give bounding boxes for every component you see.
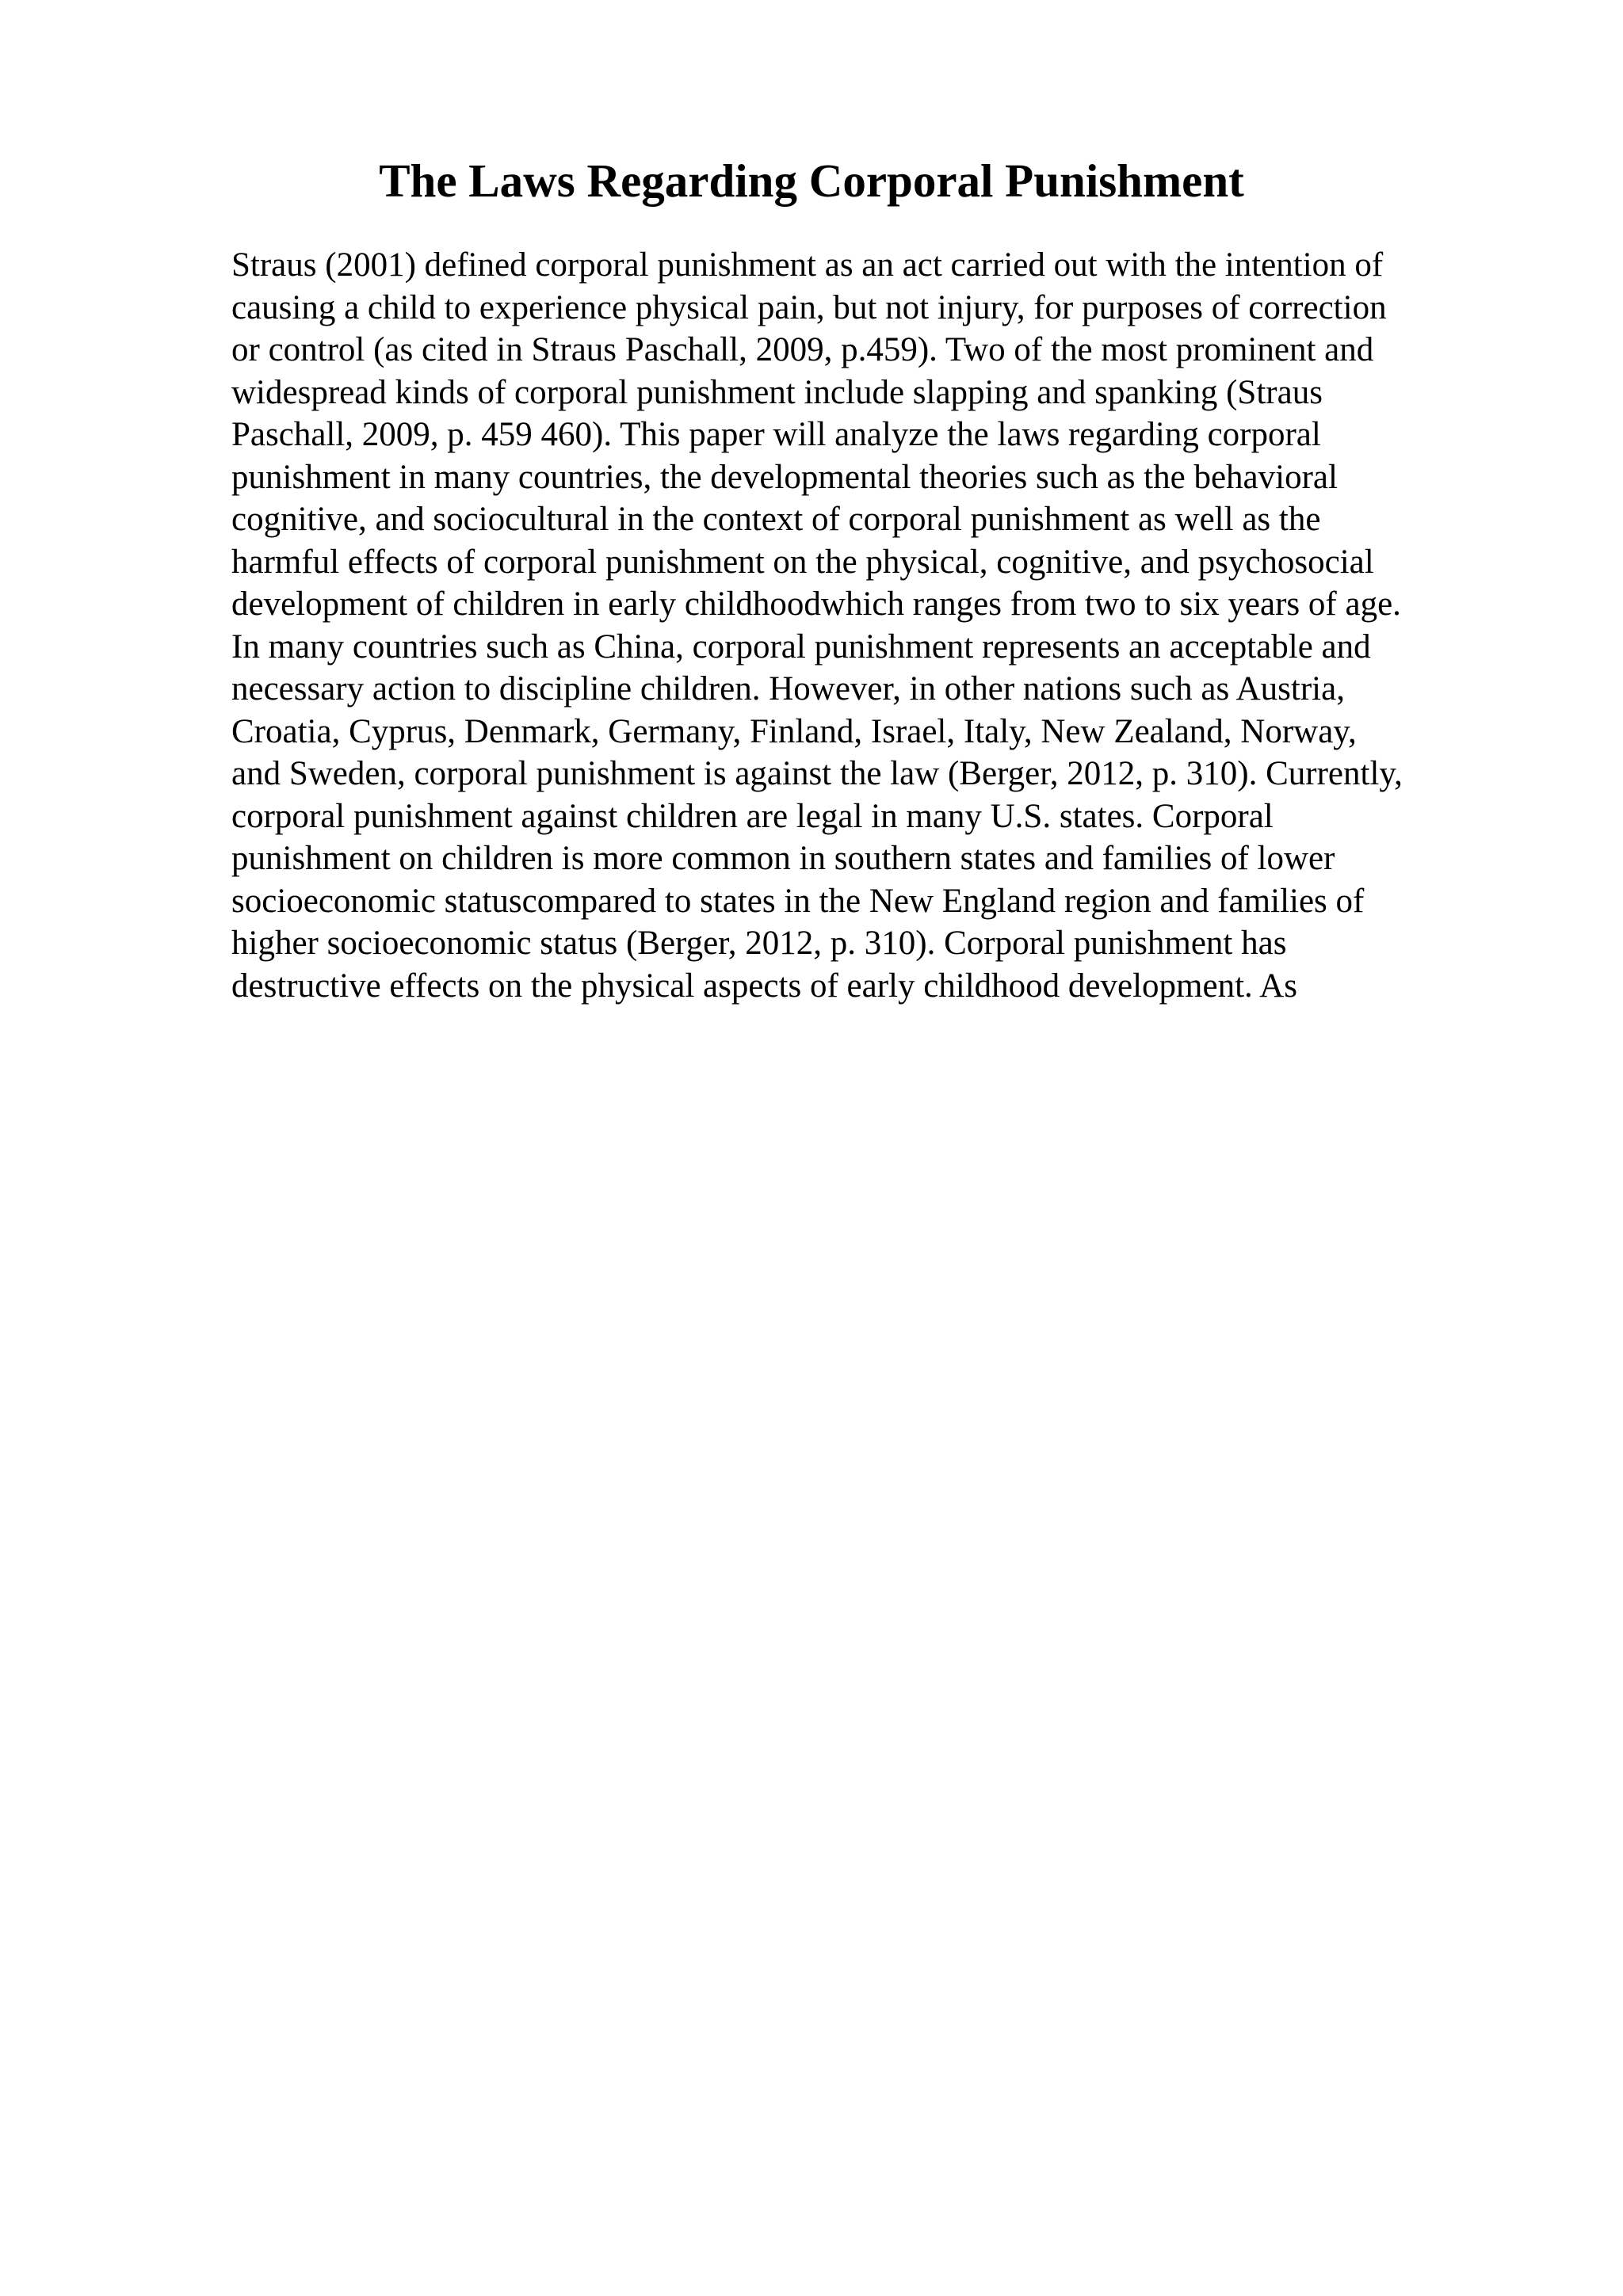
paragraph-line: punishment on children is more common in southern states and families of lower — [231, 840, 1335, 877]
paragraph-line: Paschall, 2009, p. 459 460). This paper will analyze the laws regarding corporal — [231, 416, 1321, 453]
paragraph-line: necessary action to discipline children. However, in other nations such as Austria, — [231, 670, 1345, 707]
paragraph-line: corporal punishment against children are legal in many U.S. states. Corporal — [231, 797, 1274, 835]
paragraph-line: widespread kinds of corporal punishment include slapping and spanking (Straus — [231, 373, 1323, 411]
paragraph-line: higher socioeconomic status (Berger, 2012, p. 310). Corporal punishment has — [231, 925, 1287, 962]
paragraph-line: Straus (2001) defined corporal punishment as an act carried out with the intention of — [231, 246, 1384, 284]
paragraph-line: or control (as cited in Straus Paschall, 2009, p.459). Two of the most prominent and — [231, 331, 1374, 368]
document-title: The Laws Regarding Corporal Punishment — [379, 154, 1244, 207]
paragraph-line: destructive effects on the physical aspects of early childhood development. As — [231, 967, 1297, 1005]
paragraph-line: punishment in many countries, the developmental theories such as the behavioral — [231, 458, 1338, 496]
paragraph-line: In many countries such as China, corporal punishment represents an acceptable and — [231, 627, 1371, 666]
paragraph-line: and Sweden, corporal punishment is against the law (Berger, 2012, p. 310). Currently, — [231, 755, 1403, 792]
paragraph-line: development of children in early childhoodwhich ranges from two to six years of age. — [231, 585, 1401, 623]
paragraph-line: causing a child to experience physical pain, but not injury, for purposes of correction — [231, 288, 1387, 326]
paragraph-line: Croatia, Cyprus, Denmark, Germany, Finland, Israel, Italy, New Zealand, Norway, — [231, 712, 1357, 750]
body-paragraph — [231, 244, 1594, 1007]
paragraph-line: socioeconomic statuscompared to states in the New England region and families of — [231, 882, 1365, 920]
paragraph-line: harmful effects of corporal punishment on the physical, cognitive, and psychosocial — [231, 543, 1374, 581]
paragraph-line: cognitive, and sociocultural in the context of corporal punishment as well as the — [231, 501, 1321, 538]
